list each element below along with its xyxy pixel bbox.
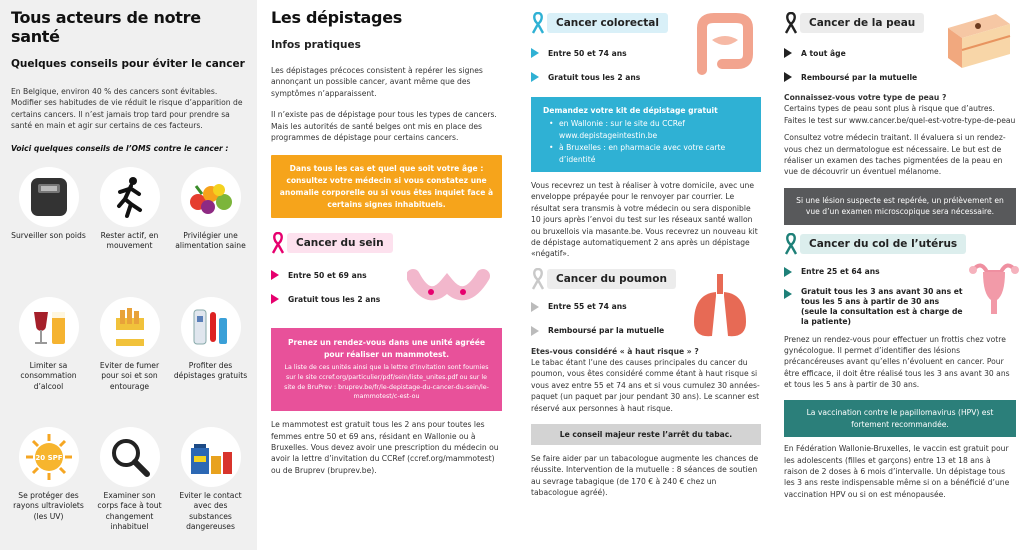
- skin-title: Cancer de la peau: [800, 13, 924, 33]
- high-risk-question: Etes-vous considéré « à haut risque » ?: [531, 346, 699, 356]
- teal-ribbon-icon: [784, 233, 798, 255]
- breast-cancer-header: [271, 232, 502, 254]
- white-ribbon-icon: [531, 268, 545, 290]
- cervix-header: [784, 233, 1016, 255]
- tip-item: [11, 297, 86, 427]
- skin-type-text: Certains types de peau sont plus à risque que d’autres. Faites le test sur www.cancer.be/quel-est-votre-type-de-peau: [784, 104, 1016, 125]
- colorectal-text: Vous recevrez un test à réaliser à votre domicile, avec une enveloppe prépayée pour le renvoyer par courrier. Le résultat sera transmis à votre médecin ou sera disponible 10 jours après l’envoi du test sur les réseaux santé wallon ou bruxellois via masante.be. Vous recevrez un nouveau kit de dépistage automatiquement 2 ans après un dépistage «négatif».: [531, 180, 758, 259]
- skin-doctor-text: Consultez votre médecin traitant. Il évaluera si un rendez-vous chez un dermatologue est nécessaire. Le but est de réaliser un examen des taches pigmentées de la peau en vue de découvrir un éventuel mélanome.: [784, 133, 1006, 177]
- list-item: Entre 50 et 74 ans: [531, 44, 761, 62]
- mammotest-text: Le mammotest est gratuit tous les 2 ans pour toutes les femmes entre 50 et 69 ans, résidant en Wallonie ou à Bruxelles. Vous devez avoir une prescription du médecin ou avoir la lettre d’invitation du CCRef (ccref.org/mammotest) ou de Bruprev (bruprev.be).: [271, 420, 499, 475]
- vaccine-text: En Fédération Wallonie-Bruxelles, le vaccin est gratuit pour les adolescents (filles et garçons) entre 13 et 18 ans à raison de 2 doses à 6 mois d’intervalle. Un dépistage tous les 3 ans reste indispensable même si on a bénéficié d’une vaccination HPV ou si on est ménopausée.: [784, 444, 1010, 499]
- prevention-subtitle: Quelques conseils pour éviter le cancer: [11, 58, 245, 70]
- list-item: Remboursé par la mutuelle: [784, 68, 1016, 86]
- mammotest-box-title: Prenez un rendez-vous dans une unité agréée pour réaliser un mammotest.: [287, 338, 486, 359]
- list-item: Gratuit tous les 3 ans avant 30 ans et tous les 5 ans à partir de 30 ans (seule la consultation est à charge de la patiente): [784, 287, 1016, 328]
- tip-item: [11, 167, 86, 297]
- chemicals-icon: [181, 427, 241, 487]
- black-ribbon-icon: [784, 12, 798, 34]
- list-item: • en Wallonie : sur le site du CCRef www.depistageintestin.be: [549, 118, 751, 141]
- screening-p1: Les dépistages précoces consistent à repérer les signes annonçant un possible cancer, avant même que des symptômes n’apparaissent.: [271, 66, 483, 98]
- scale-icon: [19, 167, 79, 227]
- test-kit-box: [531, 97, 761, 172]
- tip-item: [173, 167, 248, 297]
- spf-badge: 20 SPF: [34, 453, 63, 462]
- screening-p2: Il n’existe pas de dépistage pour tous les types de cancers. Mais les autorités de santé belges ont mis en place des programmes de dépistage pour certains cancers.: [271, 110, 497, 142]
- colorectal-title: Cancer colorectal: [547, 13, 668, 33]
- intestine-illustration-icon: [692, 10, 758, 84]
- sun-icon: [19, 427, 79, 487]
- list-item: Entre 25 et 64 ans: [784, 263, 1016, 281]
- tip-label: Rester actif, en mouvement: [100, 230, 159, 251]
- page-title: Tous acteurs de notre santé: [11, 8, 201, 46]
- tip-label: Limiter sa consommation d’alcool: [20, 360, 77, 391]
- doctor-advice-box: Dans tous les cas et quel que soit votre âge : consultez votre médecin si vous constatez une anomalie corporelle ou si vous êtes inquiet face à certains signes inhabituels.: [271, 155, 502, 218]
- column-screening: [257, 0, 512, 550]
- tips-grid: [11, 167, 248, 550]
- list-item: • à Bruxelles : en pharmacie avec votre carte d’identité: [549, 142, 751, 165]
- tip-item: [173, 427, 248, 550]
- tip-item: [92, 167, 167, 297]
- column-prevention: [0, 0, 257, 550]
- cervix-title: Cancer du col de l’utérus: [800, 234, 966, 254]
- tip-item: [173, 297, 248, 427]
- fruits-vegetables-icon: [181, 167, 241, 227]
- lung-title: Cancer du poumon: [547, 269, 676, 289]
- smear-text: Prenez un rendez-vous pour effectuer un frottis chez votre gynécologue. Il permet d’identifier des lésions précancéreuses avant qu’elles n’évoluent en cancer. Pour être efficace, il doit être réalisé tous les 3 ans avant 30 ans et tous les 5 ans à partir de 30 ans.: [784, 334, 1010, 390]
- lungs-illustration-icon: [688, 272, 752, 346]
- tip-label: Eviter le contact avec des substances dangereuses: [179, 490, 242, 532]
- breast-cancer-title: Cancer du sein: [287, 233, 393, 253]
- tip-label: Surveiller son poids: [11, 230, 86, 240]
- pink-ribbon-icon: [271, 232, 285, 254]
- list-item: Remboursé par la mutuelle: [531, 322, 761, 340]
- list-item: Entre 55 et 74 ans: [531, 298, 761, 316]
- list-item: A tout âge: [784, 44, 1016, 62]
- list-item: Gratuit tous les 2 ans: [271, 290, 502, 308]
- tip-item: [92, 297, 167, 427]
- list-item: Gratuit tous les 2 ans: [531, 68, 761, 86]
- breast-illustration-icon: [407, 256, 491, 322]
- magnifier-icon: [100, 427, 160, 487]
- mammotest-box: [271, 328, 502, 411]
- column-colorectal-lung: [512, 0, 769, 550]
- tip-label: Eviter de fumer pour soi et son entourage: [99, 360, 160, 391]
- screening-subtitle: Infos pratiques: [271, 39, 361, 51]
- lung-text: Le tabac étant l’une des causes principales du cancer du poumon, vous êtes considéré comme étant à haut risque si vous avez entre 55 et 74 ans et si vous cumulez 30 années-paquet (un paquet par jour pendant 30 ans). Le scanner est réservé aux personnes à haut risque.: [531, 358, 760, 413]
- hpv-vaccine-box: La vaccination contre le papillomavirus (HPV) est fortement recommandée.: [784, 400, 1016, 437]
- alcohol-icon: [19, 297, 79, 357]
- quit-smoking-box: Le conseil majeur reste l’arrêt du tabac.: [531, 424, 761, 445]
- tip-label: Privilégier une alimentation saine: [175, 230, 246, 251]
- tip-item: [11, 427, 86, 550]
- skin-layers-illustration-icon: [944, 10, 1014, 76]
- runner-icon: [100, 167, 160, 227]
- tobacco-help-text: Se faire aider par un tabacologue augmente les chances de réussite. Intervention de la mutuelle : 8 séances de soutien au sevrage tabagique (de 170 € à 240 € chez un tabacologue agréé).: [531, 454, 759, 498]
- screening-title: Les dépistages: [271, 8, 402, 27]
- test-kit-title: Demandez votre kit de dépistage gratuit: [543, 106, 718, 115]
- list-item: Entre 50 et 69 ans: [271, 266, 502, 284]
- blue-ribbon-icon: [531, 12, 545, 34]
- tip-item: [92, 427, 167, 550]
- screening-kit-icon: [181, 297, 241, 357]
- uterus-illustration-icon: [969, 258, 1019, 324]
- prevention-intro: En Belgique, environ 40 % des cancers sont évitables. Modifier ses habitudes de vie réduit le risque d’apparition de certains cancers. Il n’est jamais trop tard pour prendre sa santé en main et agir sur certains de ces facteurs.: [11, 87, 243, 131]
- cigarettes-icon: [100, 297, 160, 357]
- tip-label: Profiter des dépistages gratuits: [173, 360, 248, 381]
- skin-type-question: Connaissez-vous votre type de peau ?: [784, 93, 947, 102]
- tip-label: Examiner son corps face à tout changement inhabituel: [97, 490, 162, 532]
- column-skin-cervix: [769, 0, 1024, 550]
- mammotest-box-text: La liste de ces unités ainsi que la lettre d’invitation sont fournies sur le site ccref.org/particulier/pdf/sein/liste_unites.pdf ou sur le site de BruPrev : bruprev.be/fr/le-depistage-du-cancer-du-sein/le-mammotest/c-est-ou: [284, 364, 489, 401]
- oms-heading: Voici quelques conseils de l’OMS contre le cancer :: [11, 143, 229, 153]
- tip-label: Se protéger des rayons ultraviolets (les UV): [13, 490, 84, 521]
- lesion-box: Si une lésion suspecte est repérée, un prélèvement en vue d’un examen microscopique sera nécessaire.: [784, 188, 1016, 225]
